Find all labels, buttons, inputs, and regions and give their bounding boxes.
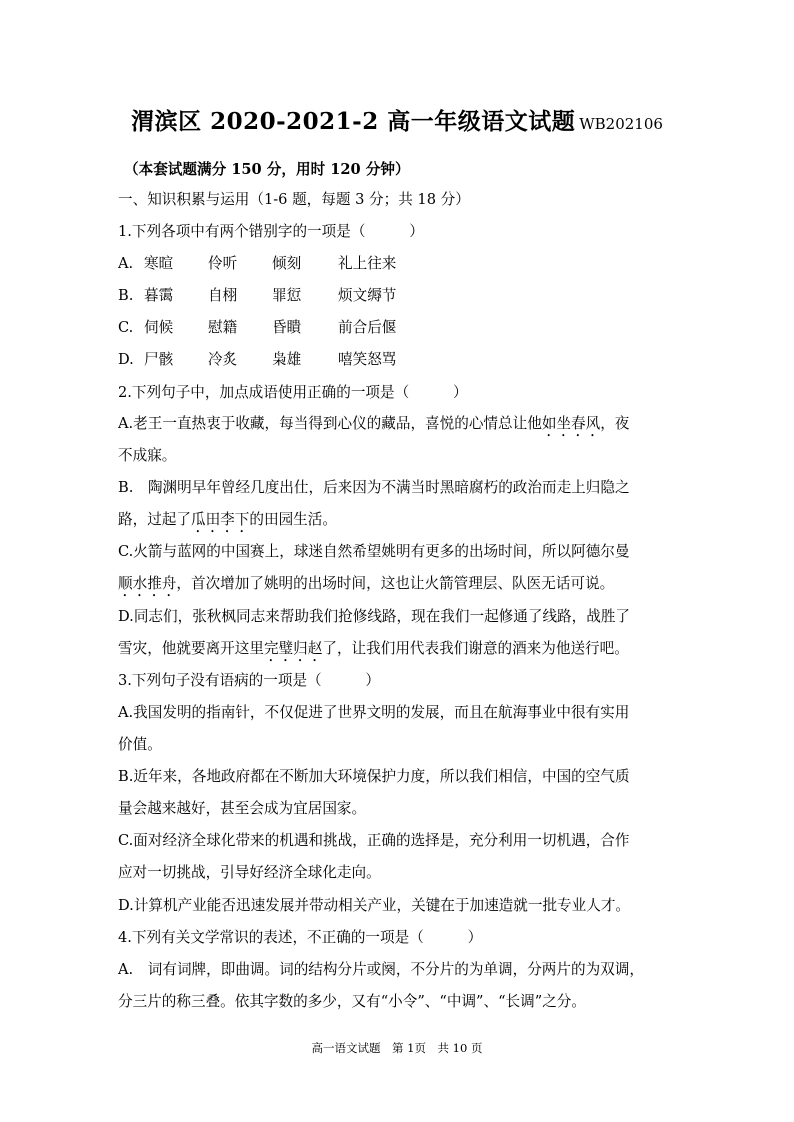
q1-option-a: A. 寒暄 伶听 倾刻 礼上往来 xyxy=(118,255,397,272)
q3-option-a-line2: 价值。 xyxy=(118,736,162,753)
emphasized-idiom: 如坐春风 xyxy=(541,415,601,432)
q2-option-c-line1: C.火箭与蓝网的中国赛上，球迷自然希望姚明有更多的出场时间，所以阿德尔曼 xyxy=(118,543,630,560)
q1-option-c: C. 伺候 慰籍 昏瞶 前合后偃 xyxy=(118,319,397,336)
q1-option-d: D. 尸骸 冷炙 枭雄 嘻笑怒骂 xyxy=(118,351,397,368)
page-footer: 高一语文试题 第 1页 共 10 页 xyxy=(311,1041,483,1055)
q2-option-b-line1: B. 陶渊明早年曾经几度出仕，后来因为不满当时黑暗腐朽的政治而走上归隐之 xyxy=(118,479,630,496)
q1-stem: 1.下列各项中有两个错别字的一项是（ ） xyxy=(118,223,424,240)
q2-option-a-line1: A.老王一直热衷于收藏，每当得到心仪的藏品，喜悦的心情总让他如坐春风，夜 xyxy=(118,415,630,432)
q2-stem: 2.下列句子中，加点成语使用正确的一项是（ ） xyxy=(118,384,468,401)
q2-option-b-line2: 路，过起了瓜田李下的田园生活。 xyxy=(118,511,337,528)
title-main: 渭滨区 2020-2021-2 高一年级语文试题 xyxy=(131,108,576,135)
q2-option-d-line1: D.同志们，张秋枫同志来帮助我们抢修线路，现在我们一起修通了线路，战胜了 xyxy=(118,608,631,625)
q2-option-a-line2: 不成寐。 xyxy=(118,447,177,464)
exam-code: WB202106 xyxy=(579,115,663,133)
q4-option-a-line1: A. 词有词牌，即曲调。词的结构分片或阕，不分片的为单调，分两片的为双调， xyxy=(118,961,644,978)
q3-option-b-line2: 量会越来越好，甚至会成为宜居国家。 xyxy=(118,800,367,817)
q2-option-d-line2: 雪灾，他就要离开这里完璧归赵了，让我们用代表我们谢意的酒来为他送行吧。 xyxy=(118,640,629,657)
q1-option-b: B. 暮霭 自栩 罪愆 烦文缛节 xyxy=(118,287,397,304)
q4-option-a-line2: 分三片的称三叠。依其字数的多少，又有“小令”、“中调”、“长调”之分。 xyxy=(118,993,586,1010)
q3-stem: 3.下列句子没有语病的一项是（ ） xyxy=(118,672,381,689)
section-heading-1: 一、知识积累与运用（1-6 题，每题 3 分；共 18 分） xyxy=(118,191,470,208)
emphasized-idiom: 瓜田李下 xyxy=(190,511,250,528)
emphasized-idiom: 顺水推舟 xyxy=(118,575,177,592)
exam-note: （本套试题满分 150 分，用时 120 分钟） xyxy=(124,161,410,178)
q3-option-d-line1: D.计算机产业能否迅速发展并带动相关产业，关键在于加速造就一批专业人才。 xyxy=(118,897,631,914)
emphasized-idiom: 完璧归赵 xyxy=(263,640,323,657)
q3-option-a-line1: A.我国发明的指南针，不仅促进了世界文明的发展，而且在航海事业中很有实用 xyxy=(118,704,630,721)
q4-stem: 4.下列有关文学常识的表述，不正确的一项是（ ） xyxy=(118,929,483,946)
q3-option-c-line1: C.面对经济全球化带来的机遇和挑战，正确的选择是，充分利用一切机遇，合作 xyxy=(118,832,630,849)
page-title xyxy=(0,103,794,136)
q3-option-c-line2: 应对一切挑战，引导好经济全球化走向。 xyxy=(118,864,381,881)
q2-option-c-line2: 顺水推舟，首次增加了姚明的出场时间，这也让火箭管理层、队医无话可说。 xyxy=(118,575,615,592)
q3-option-b-line1: B.近年来，各地政府都在不断加大环境保护力度，所以我们相信，中国的空气质 xyxy=(118,768,630,785)
